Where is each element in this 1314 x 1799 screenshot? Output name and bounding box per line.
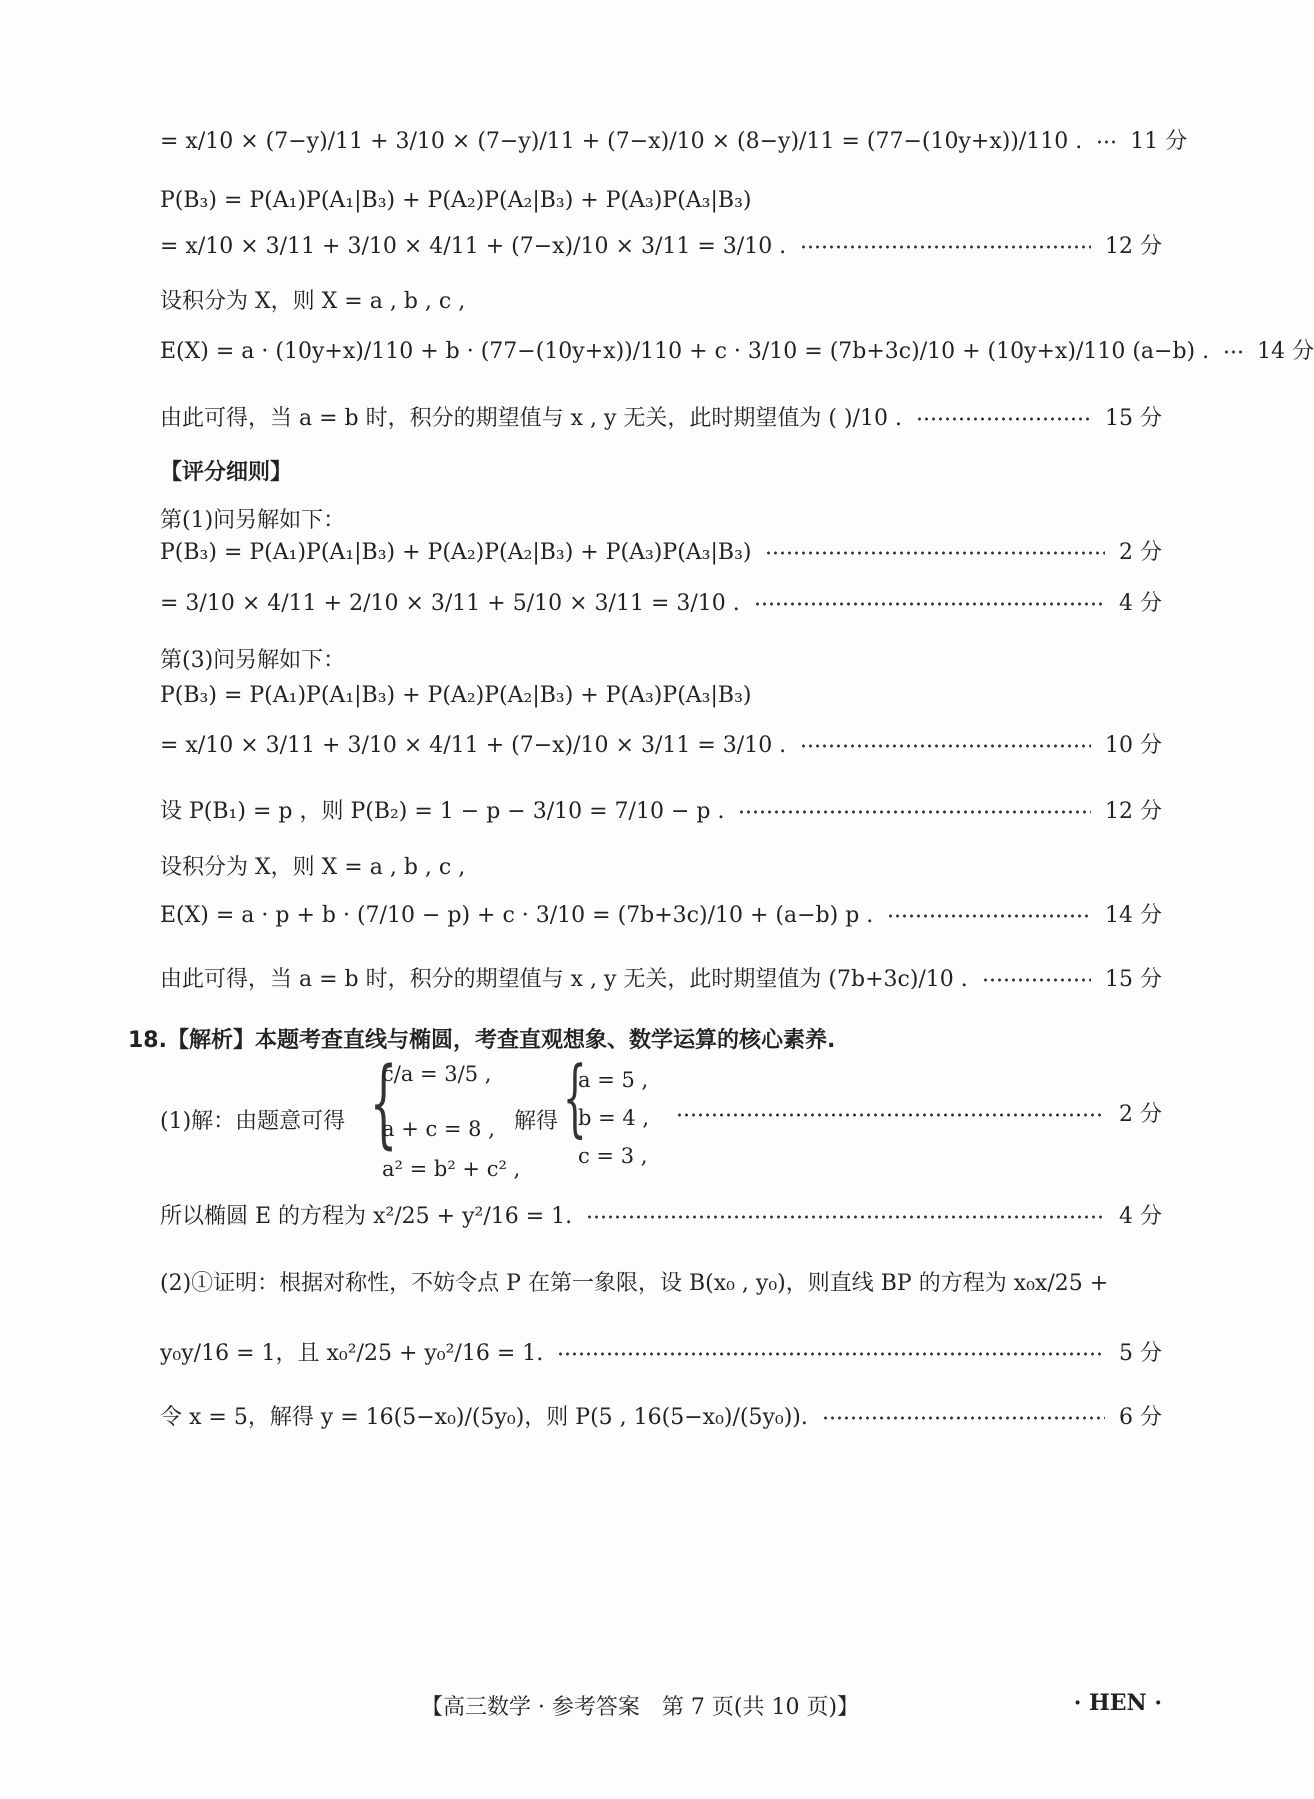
solution-intro: (1)解：由题意可得 xyxy=(160,1109,346,1134)
math-expression: 所以椭圆 E 的方程为 x²/25 + y²/16 = 1. xyxy=(160,1204,573,1229)
solved-value: a = 5 , xyxy=(578,1068,649,1092)
score: 2 分 xyxy=(1119,1102,1162,1127)
text: 第(3)问另解如下： xyxy=(160,648,346,673)
math-expression: 令 x = 5，解得 y = 16(5−x₀)/(5y₀)，则 P(5 , 16(5−x₀)/(5y₀)). xyxy=(160,1405,808,1430)
score: 15 分 xyxy=(1105,406,1162,431)
answer-line xyxy=(160,1206,1162,1228)
math-expression: 由此可得，当 a = b 时，积分的期望值与 x , y 无关，此时期望值为 (7b+3c)/10 . xyxy=(160,967,968,992)
math-expression: = 3/10 × 4/11 + 2/10 × 3/11 + 5/10 × 3/11 = 3/10 . xyxy=(160,591,740,616)
leader-dots xyxy=(754,602,1105,606)
math-expression: 设 P(B₁) = p ，则 P(B₂) = 1 − p − 3/10 = 7/10 − p . xyxy=(160,799,725,824)
leader-dots xyxy=(1223,350,1243,354)
answer-line xyxy=(160,905,1162,927)
math-expression: 设积分为 X，则 X = a , b , c , xyxy=(160,855,466,880)
score: 15 分 xyxy=(1105,967,1162,992)
footer-tag: · HEN · xyxy=(1073,1690,1162,1716)
solve-label: 解得 xyxy=(514,1109,559,1134)
heading-text: 18.【解析】本题考查直线与椭圆，考查直观想象、数学运算的核心素养. xyxy=(128,1028,836,1053)
heading-text: 【评分细则】 xyxy=(160,460,293,485)
section-heading xyxy=(160,462,1162,484)
answer-line xyxy=(160,129,1188,154)
score: 2 分 xyxy=(1119,540,1162,565)
score: 6 分 xyxy=(1119,1405,1162,1430)
leader-dots xyxy=(765,551,1105,555)
answer-line xyxy=(160,1273,1162,1295)
answer-line xyxy=(160,190,1162,212)
leader-dots xyxy=(887,914,1091,918)
leader-dots xyxy=(916,417,1091,421)
score: 4 分 xyxy=(1119,591,1162,616)
page-footer: 【高三数学 · 参考答案 第 7 页(共 10 页)】 xyxy=(420,1695,860,1720)
leader-dots xyxy=(800,744,1091,748)
problem-heading xyxy=(128,1030,1162,1052)
leader-dots xyxy=(676,1113,1105,1117)
answer-line xyxy=(160,857,1162,879)
leader-dots xyxy=(586,1215,1105,1219)
leader-dots xyxy=(557,1352,1105,1356)
answer-line xyxy=(160,801,1162,823)
text: 第(1)问另解如下： xyxy=(160,508,346,533)
score: 5 分 xyxy=(1119,1341,1162,1366)
answer-line xyxy=(160,735,1162,757)
math-expression: (2)①证明：根据对称性，不妨令点 P 在第一象限，设 B(x₀ , y₀)，则直线 BP 的方程为 x₀x/25 + xyxy=(160,1271,1109,1296)
answer-line xyxy=(160,408,1162,430)
answer-line xyxy=(160,236,1162,258)
answer-line xyxy=(160,291,1162,313)
math-expression: y₀y/16 = 1，且 x₀²/25 + y₀²/16 = 1. xyxy=(160,1341,544,1366)
math-expression: 设积分为 X，则 X = a , b , c , xyxy=(160,289,466,314)
answer-line xyxy=(160,1407,1162,1429)
given-equation: a² = b² + c² , xyxy=(382,1157,521,1181)
math-expression: 由此可得，当 a = b 时，积分的期望值与 x , y 无关，此时期望值为 ( )/10 . xyxy=(160,406,902,431)
leader-dots xyxy=(800,245,1091,249)
math-expression: = x/10 × 3/11 + 3/10 × 4/11 + (7−x)/10 × 3/11 = 3/10 . xyxy=(160,234,787,259)
answer-line xyxy=(662,1104,1162,1126)
answer-line xyxy=(160,685,1162,707)
math-expression: E(X) = a · p + b · (7/10 − p) + c · 3/10 = (7b+3c)/10 + (a−b) p . xyxy=(160,903,874,928)
answer-line xyxy=(160,339,1314,364)
math-expression: P(B₃) = P(A₁)P(A₁|B₃) + P(A₂)P(A₂|B₃) + P(A₃)P(A₃|B₃) xyxy=(160,683,752,708)
math-expression: E(X) = a · (10y+x)/110 + b · (77−(10y+x))/110 + c · 3/10 = (7b+3c)/10 + (10y+x)/110 (a−b) . xyxy=(160,339,1210,364)
math-expression: = x/10 × (7−y)/11 + 3/10 × (7−y)/11 + (7−x)/10 × (8−y)/11 = (77−(10y+x))/110 . xyxy=(160,129,1083,154)
score: 12 分 xyxy=(1105,799,1162,824)
score: 4 分 xyxy=(1119,1204,1162,1229)
answer-line xyxy=(160,1343,1162,1365)
leader-dots xyxy=(1096,140,1116,144)
score: 11 分 xyxy=(1130,129,1188,154)
leader-dots xyxy=(738,810,1091,814)
left-brace-icon: { xyxy=(562,1048,587,1146)
answer-line xyxy=(160,650,1162,672)
score: 14 分 xyxy=(1257,339,1314,364)
score: 12 分 xyxy=(1105,234,1162,259)
given-equation: a + c = 8 , xyxy=(382,1117,495,1141)
score: 10 分 xyxy=(1105,733,1162,758)
math-expression: P(B₃) = P(A₁)P(A₁|B₃) + P(A₂)P(A₂|B₃) + P(A₃)P(A₃|B₃) xyxy=(160,188,752,213)
answer-line xyxy=(160,510,1162,532)
math-expression: = x/10 × 3/11 + 3/10 × 4/11 + (7−x)/10 × 3/11 = 3/10 . xyxy=(160,733,787,758)
math-expression: P(B₃) = P(A₁)P(A₁|B₃) + P(A₂)P(A₂|B₃) + P(A₃)P(A₃|B₃) xyxy=(160,540,752,565)
leader-dots xyxy=(822,1416,1105,1420)
answer-line xyxy=(160,542,1162,564)
leader-dots xyxy=(982,978,1091,982)
solved-value: c = 3 , xyxy=(578,1144,648,1168)
answer-line xyxy=(160,969,1162,991)
given-equation: c/a = 3/5 , xyxy=(382,1062,492,1086)
score: 14 分 xyxy=(1105,903,1162,928)
left-brace-icon: { xyxy=(369,1047,398,1159)
solved-value: b = 4 , xyxy=(578,1106,650,1130)
answer-line xyxy=(160,593,1162,615)
